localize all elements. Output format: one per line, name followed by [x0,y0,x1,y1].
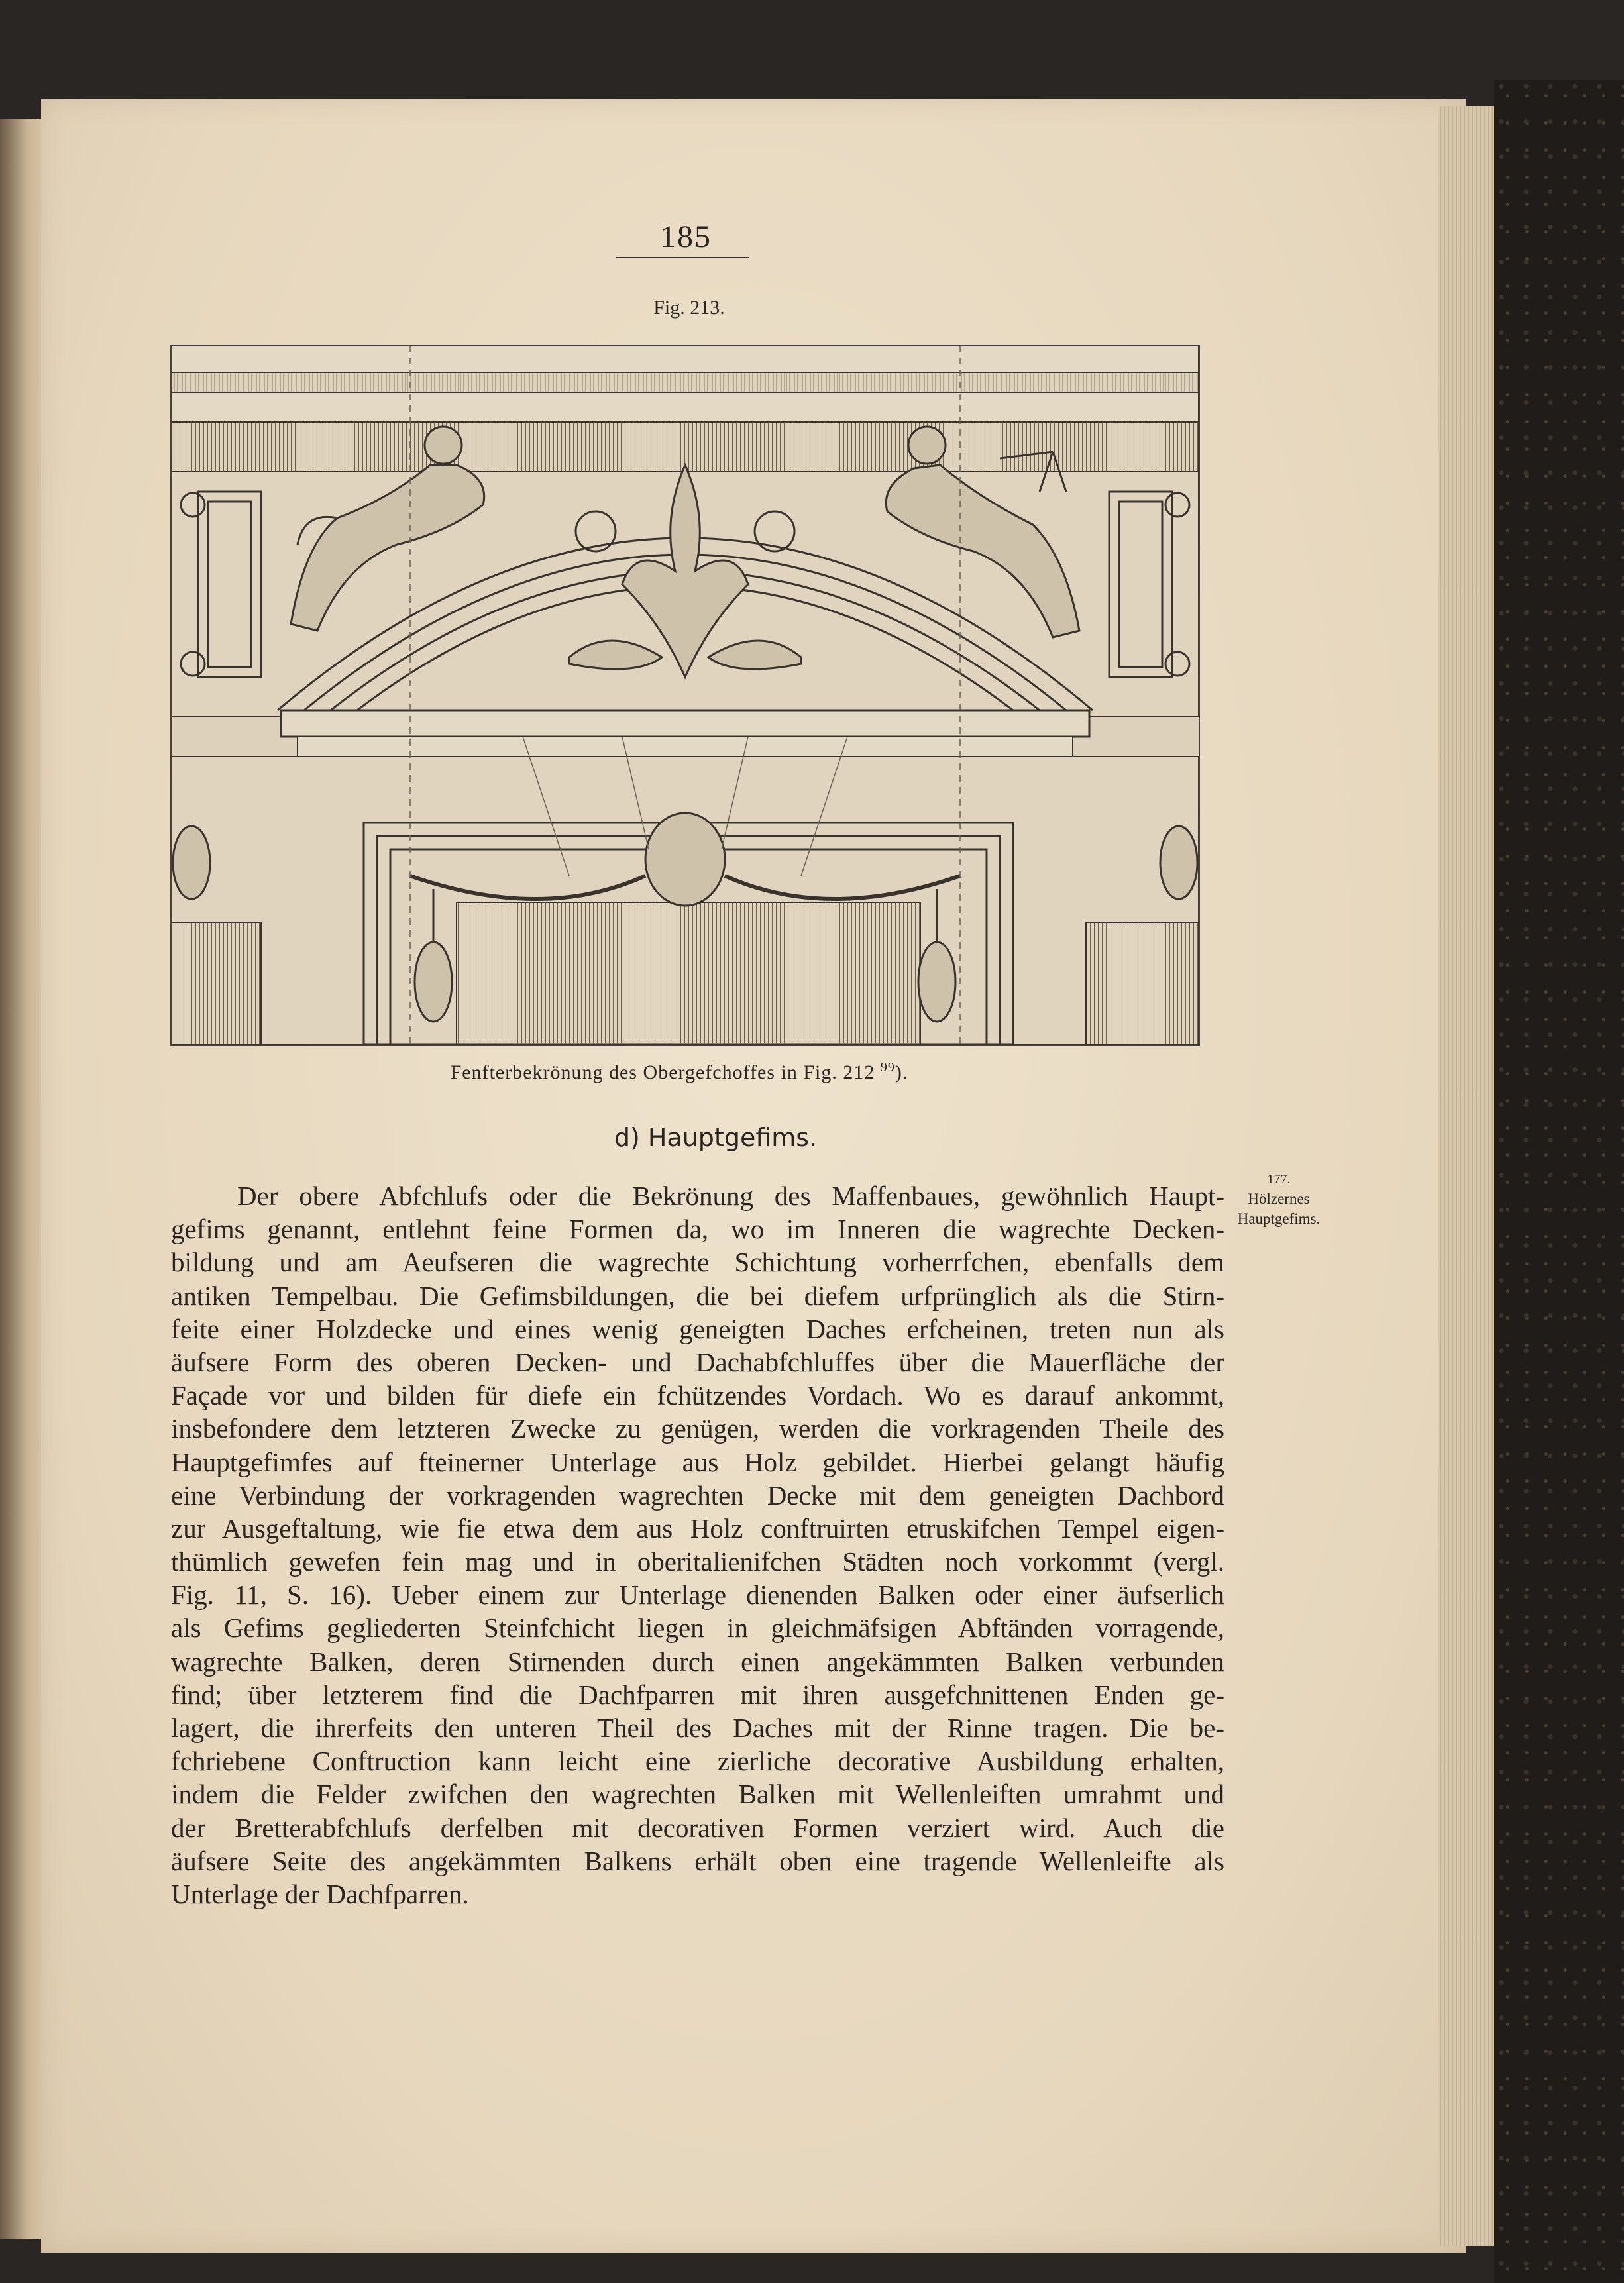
body-line: wagrechte Balken, deren Stirnenden durch einen angekämmten Balken verbunden [171,1646,1224,1677]
page-block-edges [1438,106,1494,2246]
body-line: Unterlage der Dachfparren. [171,1878,469,1909]
body-line: äufsere Form des oberen Decken- und Dachabfchluffes über die Mauerfläche der [171,1346,1224,1377]
body-line: Hauptgefimfes auf fteinerner Unterlage aus Holz gebildet. Hierbei gelangt häufig [171,1446,1224,1477]
margin-note-line2: Hauptgefims. [1237,1210,1321,1227]
margin-note [1229,1169,1328,1229]
body-line: als Gefims gegliederten Steinfchicht liegen in gleichmäfsigen Abftänden vorragende, [171,1613,1224,1644]
body-line: fchriebene Conftruction kann leicht eine zierliche decorative Ausbildung erhalten, [171,1746,1224,1777]
book-cover [1494,80,1624,2283]
body-line: zur Ausgeftaltung, wie fie etwa dem aus Holz conftruirten etruskifchen Tempel eigen- [171,1513,1224,1544]
section-heading: d) Hauptgefims. [614,1123,818,1152]
body-line: insbefondere dem letzteren Zwecke zu genügen, werden die vorkragenden Theile des [171,1413,1224,1444]
figure-window-crown-engraving [170,345,1200,1046]
body-line: indem die Felder zwifchen den wagrechten Balken mit Wellenleiften umrahmt und [171,1779,1224,1810]
body-line: der Bretterabfchlufs derfelben mit decorativen Formen verziert wird. Auch die [171,1812,1224,1843]
body-line: thümlich gewefen fein mag und in oberitalienifchen Städten noch vorkommt (vergl. [171,1546,1224,1577]
body-line: antiken Tempelbau. Die Gefimsbildungen, die bei diefem urfprünglich als die Stirn- [171,1280,1224,1311]
body-line: eine Verbindung der vorkragenden wagrechten Decke mit dem geneigten Dachbord [171,1479,1224,1511]
margin-note-line1: Hölzernes [1248,1191,1310,1207]
body-line: Der obere Abfchlufs oder die Bekrönung des Maffenbaues, gewöhnlich Haupt- [237,1181,1224,1211]
figure-caption: Fenfterbekrönung des Obergefchoffes in Fig. 212 $^{99}$). [450,1060,908,1083]
body-line: gefims genannt, entlehnt feine Formen da, wo im Inneren die wagrechte Decken- [171,1214,1224,1245]
page-number-rule [616,257,749,258]
body-text [171,1179,1224,1911]
facing-page-edge [0,119,46,2239]
body-line: feite einer Holzdecke und eines wenig geneigten Daches erfcheinen, treten nun als [171,1313,1224,1344]
body-line: äufsere Seite des angekämmten Balkens erhält oben eine tragende Wellenleifte als [171,1845,1224,1876]
margin-note-number: 177. [1267,1172,1291,1187]
body-line: Façade vor und bilden für diefe ein fchützendes Vordach. Wo es darauf ankommt, [171,1380,1224,1411]
body-line: Fig. 11, S. 16). Ueber einem zur Unterlage dienenden Balken oder einer äufserlich [171,1579,1224,1611]
figure-label: Fig. 213. [653,297,725,319]
footnote-reference: 99 [880,1060,895,1075]
body-line: bildung und am Aeufseren die wagrechte Schichtung vorherrfchen, ebenfalls dem [171,1247,1224,1278]
body-line: lagert, die ihrerfeits den unteren Theil des Daches mit der Rinne tragen. Die be- [171,1713,1224,1743]
body-line: find; über letzterem find die Dachfparren mit ihren ausgefchnittenen Enden ge- [171,1679,1224,1710]
page-number: 185 [660,219,712,254]
